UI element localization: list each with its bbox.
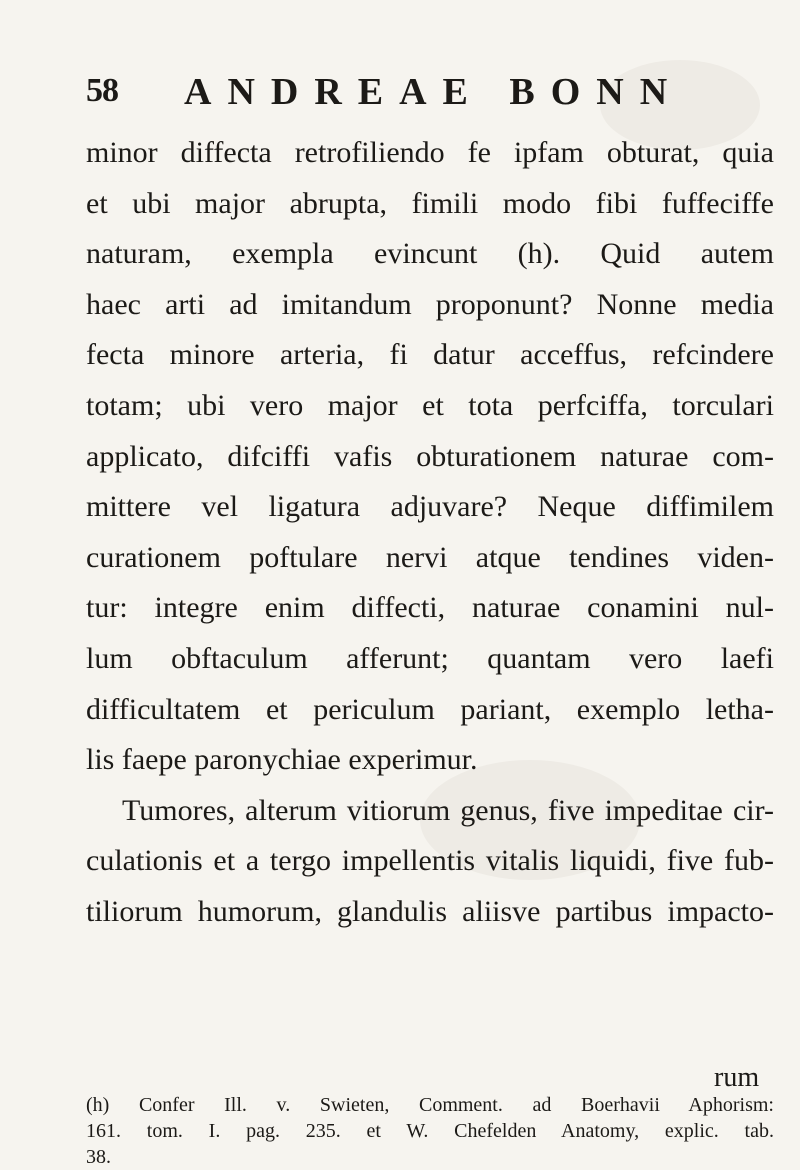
text-line: totam; ubi vero major et tota perfciffa, torculari — [86, 388, 774, 422]
page-number: 58 — [86, 72, 118, 109]
text-line: fecta minore arteria, fi datur acceffus, refcindere — [86, 338, 774, 372]
page-header — [86, 66, 766, 116]
text-line: tur: integre enim diffecti, naturae conamini nul- — [86, 591, 774, 625]
text-line: culationis et a tergo impellentis vitalis liquidi, five fub- — [86, 844, 774, 878]
text-line: lum obftaculum afferunt; quantam vero laefi — [86, 641, 774, 675]
text-line: tiliorum humorum, glandulis aliisve partibus impacto- — [86, 894, 774, 928]
text-line: applicato, difciffi vafis obturationem naturae com- — [86, 439, 774, 473]
text-line: minor diffecta retrofiliendo fe ipfam obturat, quia — [86, 136, 774, 169]
footnote-line: (h) Confer Ill. v. Swieten, Comment. ad Boerhavii Aphorism: — [86, 1094, 774, 1116]
paragraph-start-line: Tumores, alterum vitiorum genus, five impeditae cir- — [122, 793, 774, 827]
text-line: haec arti ad imitandum proponunt? Nonne media — [86, 287, 774, 321]
text-line: lis faepe paronychiae experimur. — [86, 743, 478, 777]
text-line: et ubi major abrupta, fimili modo fibi fuffeciffe — [86, 186, 774, 220]
running-head: ANDREAE BONN — [184, 71, 684, 113]
footnote-line: 38. — [86, 1146, 111, 1168]
text-line: difficultatem et periculum pariant, exemplo letha- — [86, 692, 774, 726]
footnote — [86, 1092, 774, 1170]
body-text — [86, 128, 774, 938]
text-line: mittere vel ligatura adjuvare? Neque diffimilem — [86, 490, 774, 524]
text-line: curationem poftulare nervi atque tendines viden- — [86, 540, 774, 574]
catchword: rum — [714, 1062, 760, 1093]
footnote-line: 161. tom. I. pag. 235. et W. Chefelden Anatomy, explic. tab. — [86, 1120, 774, 1142]
text-line: naturam, exempla evincunt (h). Quid autem — [86, 237, 774, 271]
